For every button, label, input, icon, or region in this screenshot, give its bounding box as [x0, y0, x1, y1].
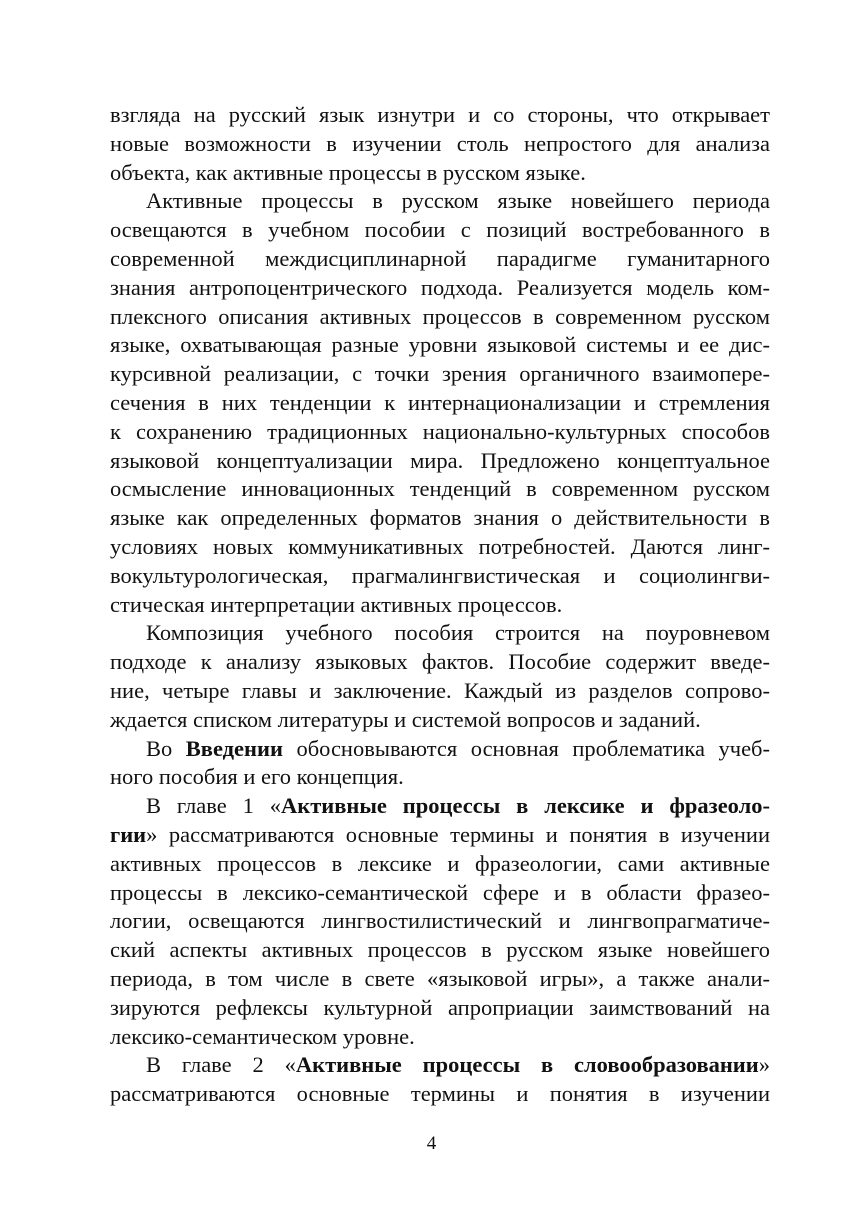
bold-chapter-2-title: Активные процессы в словообразовании	[295, 1052, 759, 1078]
text-line: языке, охватывающая разные уровни языковой системы и ее дис-	[110, 332, 770, 358]
text-line: логии, освещаются лингвостилистический и лингвопрагматиче-	[110, 908, 770, 934]
text-line: ский аспекты активных процессов в русском языке новейшего	[110, 937, 770, 963]
text-line: активных процессов в лексике и фразеологии, сами активные	[110, 850, 770, 876]
text-line: периода, в том числе в свете «языковой игры», а также анали-	[110, 965, 770, 991]
body-text	[110, 101, 770, 1109]
text-run: »	[758, 1052, 770, 1078]
text-run: » рассматриваются основные термины и понятия в изучении	[146, 821, 770, 847]
text-line: современной междисциплинарной парадигме гуманитарного	[110, 245, 770, 271]
text-line: к сохранению традиционных национально-культурных способов	[110, 418, 770, 444]
text-line: знания антропоцентрического подхода. Реализуется модель ком-	[110, 274, 770, 300]
text-line: процессы в лексико-семантической сфере и в области фразео-	[110, 879, 770, 905]
text-line	[110, 792, 770, 821]
text-line	[110, 735, 770, 764]
text-line: языке как определенных форматов знания о действительности в	[110, 505, 770, 531]
text-run: обосновываются основная проблематика учеб-	[282, 735, 770, 761]
bold-chapter-1-title-end: гии	[110, 821, 147, 847]
text-line: условиях новых коммуникативных потребностей. Даются линг-	[110, 533, 770, 559]
text-line: ждается списком литературы и системой вопросов и заданий.	[110, 706, 701, 732]
text-line: Композиция учебного пособия строится на поуровневом	[146, 620, 770, 646]
text-line: вокультурологическая, прагмалингвистическая и социолингви-	[110, 562, 770, 588]
text-line: языковой концептуализации мира. Предложено концептуальное	[110, 447, 770, 473]
text-line: ние, четыре главы и заключение. Каждый из разделов сопрово-	[110, 677, 770, 703]
text-line: новые возможности в изучении столь непростого для анализа	[110, 130, 770, 156]
text-line: объекта, как активные процессы в русском языке.	[110, 159, 586, 185]
text-line: лексико-семантическом уровне.	[110, 1023, 415, 1049]
text-run: Во	[146, 735, 186, 761]
text-line: взгляда на русский язык изнутри и со стороны, что открывает	[110, 102, 770, 127]
text-line: осмысление инновационных тенденций в современном русском	[110, 476, 770, 502]
text-line: стическая интерпретации активных процессов.	[110, 591, 563, 617]
bold-chapter-1-title: Активные процессы в лексике и фразеоло-	[280, 793, 770, 819]
text-line: ного пособия и его концепция.	[110, 764, 404, 790]
text-line: сечения в них тенденции к интернационализации и стремления	[110, 389, 770, 415]
text-line: рассматриваются основные термины и понятия в изучении	[110, 1081, 770, 1107]
bold-term-introduction: Введении	[185, 735, 283, 761]
text-run: В главе 1 «	[146, 793, 281, 819]
text-line	[110, 1051, 770, 1080]
text-line: курсивной реализации, с точки зрения органичного взаимопере-	[110, 361, 770, 387]
text-line	[110, 821, 770, 850]
text-line: освещаются в учебном пособии с позиций востребованного в	[110, 217, 770, 243]
text-run: В главе 2 «	[146, 1052, 296, 1078]
text-line: подходе к анализу языковых фактов. Пособие содержит введе-	[110, 649, 770, 675]
page-number: 4	[426, 1133, 437, 1154]
text-line: Активные процессы в русском языке новейшего периода	[146, 188, 770, 214]
text-line: плексного описания активных процессов в современном русском	[110, 303, 770, 329]
text-line: зируются рефлексы культурной апроприации заимствований на	[110, 994, 770, 1020]
